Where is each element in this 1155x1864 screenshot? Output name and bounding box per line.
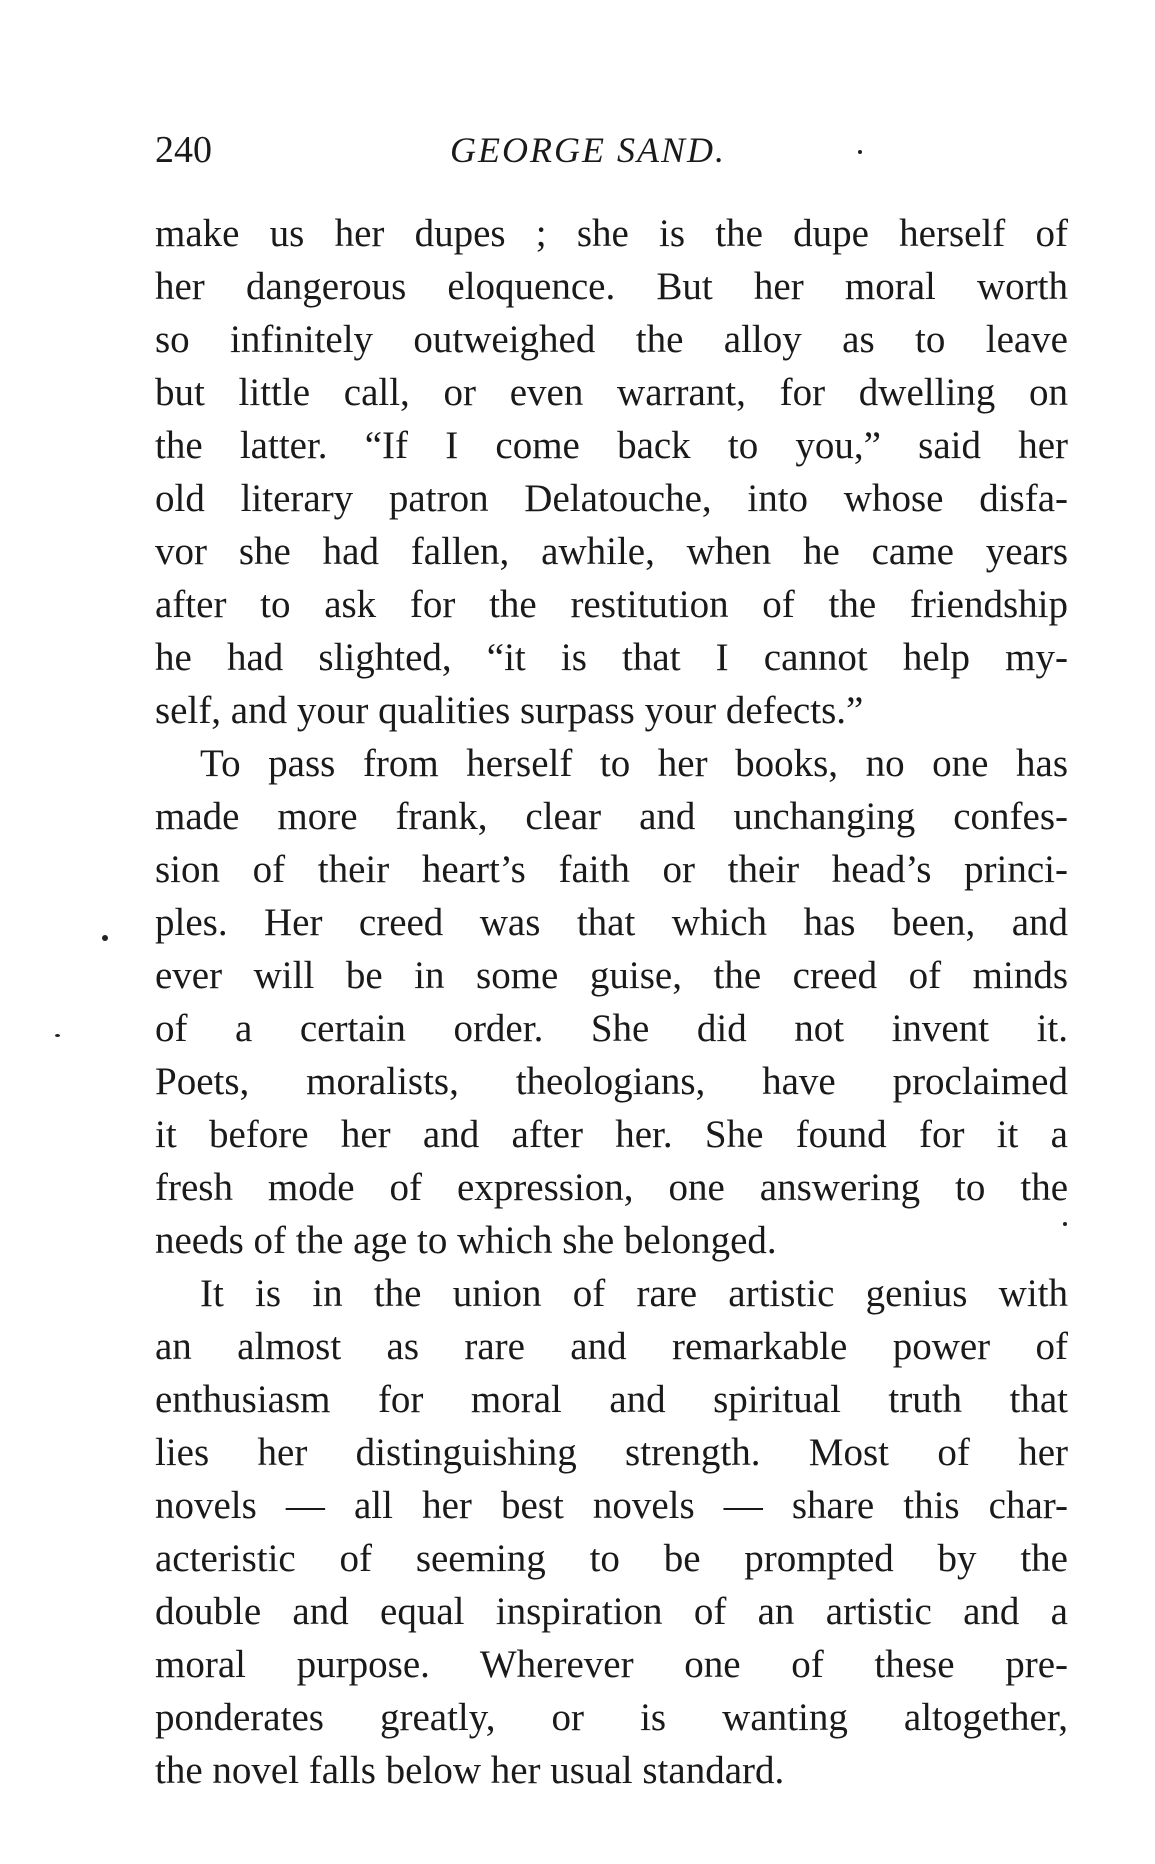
text-line: but little call, or even warrant, for dwelling on bbox=[155, 371, 1068, 414]
text-line: ples. Her creed was that which has been, and bbox=[155, 901, 1068, 944]
text-line: after to ask for the restitution of the friendship bbox=[155, 583, 1068, 626]
text-line: To pass from herself to her books, no one has bbox=[200, 742, 1068, 785]
text-line: of a certain order. She did not invent it. bbox=[155, 1007, 1068, 1050]
ink-speck bbox=[55, 1034, 60, 1037]
running-head bbox=[155, 128, 1068, 172]
ink-speck bbox=[1063, 1222, 1067, 1226]
text-line: it before her and after her. She found for it a bbox=[155, 1113, 1068, 1156]
text-line: the latter. “If I come back to you,” said her bbox=[155, 424, 1068, 467]
text-line: novels — all her best novels — share this char- bbox=[155, 1484, 1068, 1527]
body-text bbox=[155, 207, 1068, 1797]
ink-speck bbox=[102, 935, 108, 941]
ink-speck bbox=[858, 150, 862, 154]
text-line: the novel falls below her usual standard. bbox=[155, 1749, 785, 1792]
running-title: GEORGE SAND. bbox=[450, 130, 726, 170]
text-line: an almost as rare and remarkable power of bbox=[155, 1325, 1068, 1368]
text-line: self, and your qualities surpass your defects.” bbox=[155, 689, 864, 732]
text-line: double and equal inspiration of an artistic and a bbox=[155, 1590, 1068, 1633]
text-line: enthusiasm for moral and spiritual truth that bbox=[155, 1378, 1068, 1421]
text-line: Poets, moralists, theologians, have proclaimed bbox=[155, 1060, 1068, 1103]
text-line: so infinitely outweighed the alloy as to leave bbox=[155, 318, 1068, 361]
text-line: acteristic of seeming to be prompted by the bbox=[155, 1537, 1068, 1580]
text-line: made more frank, clear and unchanging confes- bbox=[155, 795, 1068, 838]
text-line: he had slighted, “it is that I cannot help my- bbox=[155, 636, 1068, 679]
text-line: ever will be in some guise, the creed of minds bbox=[155, 954, 1068, 997]
text-line: ponderates greatly, or is wanting altogether, bbox=[155, 1696, 1068, 1739]
text-line: moral purpose. Wherever one of these pre- bbox=[155, 1643, 1068, 1686]
page-number: 240 bbox=[155, 129, 212, 171]
text-line: her dangerous eloquence. But her moral worth bbox=[155, 265, 1068, 308]
text-line: make us her dupes ; she is the dupe herself of bbox=[155, 212, 1068, 255]
text-line: needs of the age to which she belonged. bbox=[155, 1219, 777, 1262]
text-line: It is in the union of rare artistic genius with bbox=[200, 1272, 1068, 1315]
text-line: vor she had fallen, awhile, when he came years bbox=[155, 530, 1068, 573]
text-line: sion of their heart’s faith or their head’s princi- bbox=[155, 848, 1068, 891]
text-line: lies her distinguishing strength. Most of her bbox=[155, 1431, 1068, 1474]
text-line: old literary patron Delatouche, into whose disfa- bbox=[155, 477, 1068, 520]
text-line: fresh mode of expression, one answering to the bbox=[155, 1166, 1068, 1209]
